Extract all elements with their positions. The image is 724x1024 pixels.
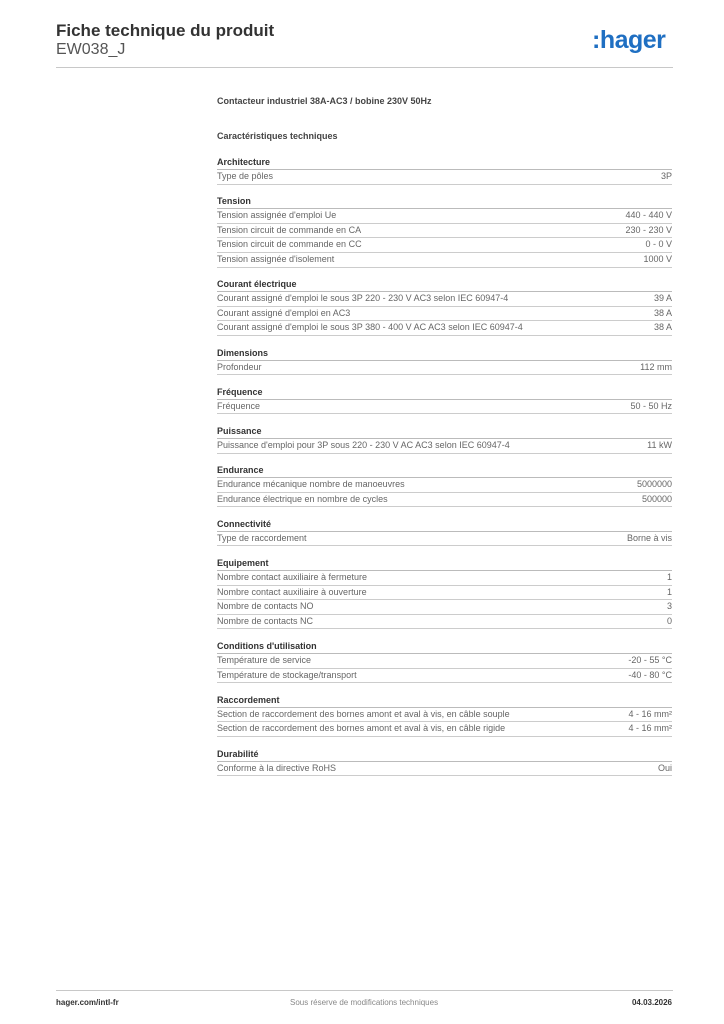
spec-row bbox=[217, 600, 672, 615]
spec-row bbox=[217, 439, 672, 454]
spec-section bbox=[217, 517, 672, 547]
section-heading: Conditions d'utilisation bbox=[217, 639, 672, 654]
spec-value: 5000000 bbox=[636, 479, 672, 490]
spec-row bbox=[217, 292, 672, 307]
spec-section bbox=[217, 463, 672, 507]
footer-website: hager.com/intl-fr bbox=[56, 998, 119, 1007]
spec-row bbox=[217, 762, 672, 777]
spec-value: 38 A bbox=[653, 307, 672, 318]
spec-row bbox=[217, 532, 672, 547]
spec-section bbox=[217, 194, 672, 267]
spec-row bbox=[217, 654, 672, 669]
section-heading: Dimensions bbox=[217, 346, 672, 361]
spec-value: 3 bbox=[666, 601, 672, 612]
spec-label: Température de stockage/transport bbox=[217, 669, 357, 680]
spec-label: Nombre contact auxiliaire à ouverture bbox=[217, 586, 367, 597]
spec-value: 4 - 16 mm² bbox=[628, 723, 672, 734]
section-heading: Fréquence bbox=[217, 385, 672, 400]
spec-content bbox=[217, 94, 672, 786]
product-reference: EW038_J bbox=[56, 41, 126, 58]
spec-value: 39 A bbox=[653, 293, 672, 304]
spec-label: Type de raccordement bbox=[217, 532, 307, 543]
section-heading: Connectivité bbox=[217, 517, 672, 532]
section-heading: Architecture bbox=[217, 155, 672, 170]
section-heading: Equipement bbox=[217, 556, 672, 571]
spec-label: Conforme à la directive RoHS bbox=[217, 762, 337, 773]
spec-label: Courant assigné d'emploi le sous 3P 220 - 230 V AC3 selon IEC 60947-4 bbox=[217, 293, 509, 304]
spec-label: Section de raccordement des bornes amont et aval à vis, en câble rigide bbox=[217, 723, 506, 734]
spec-value: 500000 bbox=[641, 493, 672, 504]
spec-label: Puissance d'emploi pour 3P sous 220 - 230 V AC AC3 selon IEC 60947-4 bbox=[217, 439, 510, 450]
spec-label: Tension assignée d'isolement bbox=[217, 253, 335, 264]
spec-label: Profondeur bbox=[217, 361, 262, 372]
spec-label: Fréquence bbox=[217, 400, 261, 411]
spec-row bbox=[217, 586, 672, 601]
spec-value: -20 - 55 °C bbox=[628, 655, 672, 666]
spec-section bbox=[217, 639, 672, 683]
spec-section bbox=[217, 747, 672, 777]
spec-value: Oui bbox=[657, 762, 672, 773]
spec-label: Courant assigné d'emploi le sous 3P 380 - 400 V AC AC3 selon IEC 60947-4 bbox=[217, 322, 523, 333]
section-heading: Tension bbox=[217, 194, 672, 209]
spec-label: Courant assigné d'emploi en AC3 bbox=[217, 307, 351, 318]
spec-row bbox=[217, 238, 672, 253]
section-heading: Puissance bbox=[217, 424, 672, 439]
spec-value: 50 - 50 Hz bbox=[630, 400, 672, 411]
spec-value: 440 - 440 V bbox=[625, 210, 672, 221]
spec-row bbox=[217, 708, 672, 723]
spec-row bbox=[217, 321, 672, 336]
spec-section bbox=[217, 385, 672, 415]
spec-value: Borne à vis bbox=[626, 532, 672, 543]
spec-row bbox=[217, 400, 672, 415]
spec-label: Nombre contact auxiliaire à fermeture bbox=[217, 572, 368, 583]
section-heading: Durabilité bbox=[217, 747, 672, 762]
spec-value: 38 A bbox=[653, 322, 672, 333]
spec-row bbox=[217, 253, 672, 268]
hager-logo: :hager bbox=[592, 26, 666, 54]
spec-label: Température de service bbox=[217, 655, 312, 666]
footer-notice: Sous réserve de modifications techniques bbox=[290, 998, 439, 1007]
spec-value: 230 - 230 V bbox=[625, 224, 672, 235]
spec-row bbox=[217, 209, 672, 224]
spec-section bbox=[217, 277, 672, 336]
spec-row bbox=[217, 722, 672, 737]
spec-value: 112 mm bbox=[640, 361, 672, 372]
spec-section bbox=[217, 693, 672, 737]
spec-label: Tension assignée d'emploi Ue bbox=[217, 210, 337, 221]
spec-row bbox=[217, 669, 672, 684]
section-heading: Raccordement bbox=[217, 693, 672, 708]
spec-label: Endurance mécanique nombre de manoeuvres bbox=[217, 479, 405, 490]
spec-row bbox=[217, 361, 672, 376]
product-title: Contacteur industriel 38A-AC3 / bobine 230V 50Hz bbox=[217, 96, 432, 106]
section-heading: Courant électrique bbox=[217, 277, 672, 292]
spec-section bbox=[217, 556, 672, 629]
spec-section bbox=[217, 155, 672, 185]
spec-value: 11 kW bbox=[647, 439, 672, 450]
section-heading: Endurance bbox=[217, 463, 672, 478]
footer-date: 04.03.2026 bbox=[631, 998, 672, 1007]
spec-label: Nombre de contacts NC bbox=[217, 615, 314, 626]
spec-value: 3P bbox=[660, 171, 672, 181]
header-divider bbox=[56, 67, 673, 68]
spec-label: Section de raccordement des bornes amont et aval à vis, en câble souple bbox=[217, 708, 510, 719]
spec-label: Nombre de contacts NO bbox=[217, 601, 314, 612]
spec-value: 1 bbox=[666, 572, 672, 583]
spec-row bbox=[217, 615, 672, 630]
spec-value: 4 - 16 mm² bbox=[628, 708, 672, 719]
spec-label: Endurance électrique en nombre de cycles bbox=[217, 493, 388, 504]
section-title: Caractéristiques techniques bbox=[217, 131, 338, 141]
footer-divider bbox=[56, 990, 673, 991]
spec-value: 0 - 0 V bbox=[645, 239, 672, 250]
spec-row bbox=[217, 307, 672, 322]
spec-value: 0 bbox=[666, 615, 672, 626]
spec-label: Tension circuit de commande en CA bbox=[217, 224, 362, 235]
spec-label: Type de pôles bbox=[217, 171, 274, 181]
spec-row bbox=[217, 571, 672, 586]
spec-row bbox=[217, 478, 672, 493]
spec-section bbox=[217, 346, 672, 376]
spec-row bbox=[217, 493, 672, 508]
spec-row bbox=[217, 170, 672, 185]
spec-sections bbox=[217, 155, 672, 776]
spec-row bbox=[217, 224, 672, 239]
spec-value: 1 bbox=[666, 586, 672, 597]
spec-value: 1000 V bbox=[643, 253, 672, 264]
page-title: Fiche technique du produit bbox=[56, 21, 275, 40]
spec-value: -40 - 80 °C bbox=[628, 669, 672, 680]
spec-section bbox=[217, 424, 672, 454]
spec-label: Tension circuit de commande en CC bbox=[217, 239, 362, 250]
